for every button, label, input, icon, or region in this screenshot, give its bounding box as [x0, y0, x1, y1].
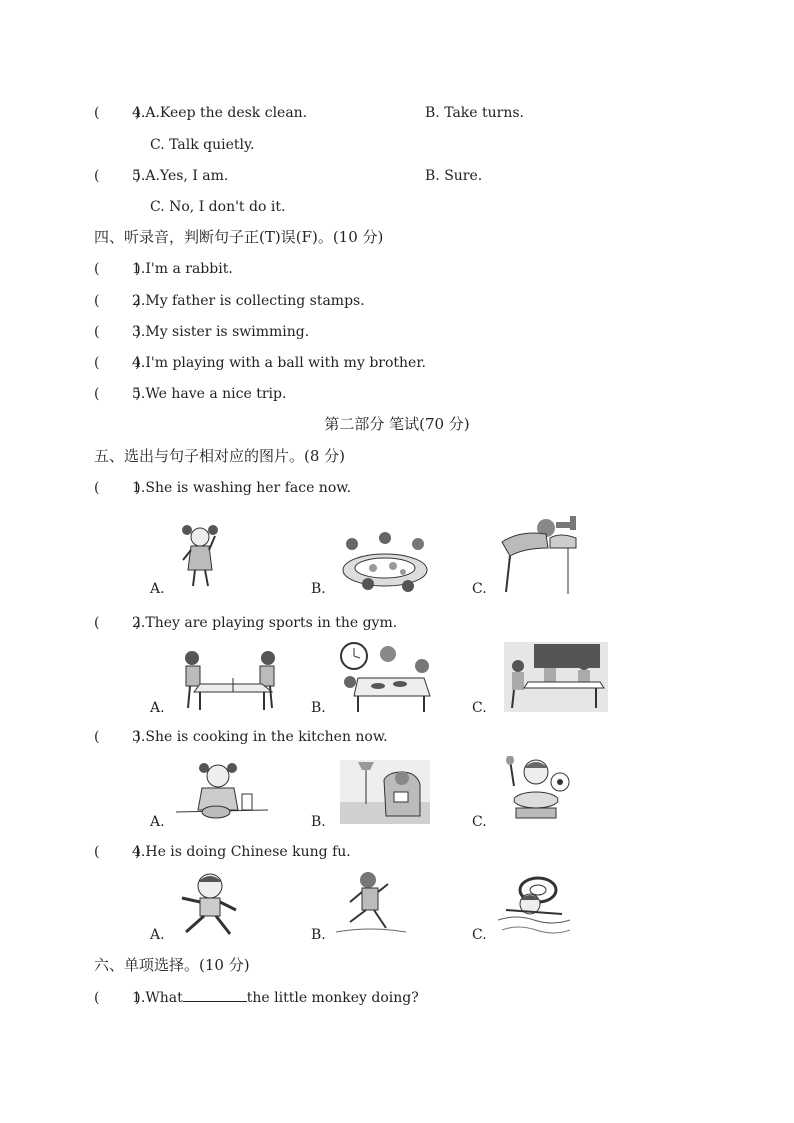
option-c-label: C.: [472, 700, 487, 716]
s5-question-3: [94, 728, 388, 746]
s4-item-text: 2.My father is collecting stamps.: [132, 293, 365, 309]
answer-paren[interactable]: ( ): [94, 615, 141, 631]
q4-option-a: 4.A.Keep the desk clean.: [132, 105, 308, 121]
family-dinner-picture[interactable]: [338, 528, 432, 592]
q5-row: [94, 167, 228, 185]
girl-standing-picture[interactable]: [175, 522, 225, 592]
s4-item-2: [94, 292, 365, 310]
question-text-after: the little monkey doing?: [246, 990, 419, 1006]
question-text: 2.They are playing sports in the gym.: [132, 615, 398, 631]
q5-option-c: C. No, I don't do it.: [150, 199, 286, 215]
boy-cooking-picture[interactable]: [500, 756, 570, 822]
s5-question-1: [94, 479, 351, 497]
answer-paren[interactable]: ( ): [94, 324, 141, 340]
question-text: 3.She is cooking in the kitchen now.: [132, 729, 388, 745]
s4-item-4: [94, 354, 426, 372]
option-c-label: C.: [472, 927, 487, 943]
question-text: 4.He is doing Chinese kung fu.: [132, 844, 351, 860]
question-text: 1.She is washing her face now.: [132, 480, 352, 496]
answer-paren[interactable]: ( ): [94, 168, 141, 184]
answer-paren[interactable]: ( ): [94, 293, 141, 309]
q5-option-a: 5.A.Yes, I am.: [132, 168, 229, 184]
answer-paren[interactable]: ( ): [94, 386, 141, 402]
question-text-before: 1.What: [132, 990, 183, 1006]
fill-in-blank[interactable]: [183, 988, 247, 1002]
option-a-label: A.: [150, 700, 165, 716]
option-a-label: A.: [150, 814, 165, 830]
s4-item-text: 4.I'm playing with a ball with my brother.: [132, 355, 426, 371]
option-b-label: B.: [311, 581, 326, 597]
s4-item-text: 3.My sister is swimming.: [132, 324, 310, 340]
boy-kung-fu-picture[interactable]: [178, 872, 242, 936]
boy-running-picture[interactable]: [336, 870, 406, 936]
s6-question-1: [94, 988, 419, 1007]
ping-pong-picture[interactable]: [176, 648, 284, 710]
answer-paren[interactable]: ( ): [94, 261, 141, 277]
person-washing-face-picture[interactable]: [500, 512, 584, 594]
s4-item-text: 1.I'm a rabbit.: [132, 261, 233, 277]
q4-option-b: B. Take turns.: [425, 105, 524, 121]
option-a-label: A.: [150, 581, 165, 597]
option-c-label: C.: [472, 814, 487, 830]
s5-question-2: [94, 614, 397, 632]
section5-title: 五、选出与句子相对应的图片。(8 分): [94, 447, 346, 465]
s4-item-text: 5.We have a nice trip.: [132, 386, 287, 402]
s4-item-5: [94, 385, 286, 403]
option-a-label: A.: [150, 927, 165, 943]
section6-title: 六、单项选择。(10 分): [94, 956, 250, 974]
option-b-label: B.: [311, 700, 326, 716]
option-b-label: B.: [311, 927, 326, 943]
answer-paren[interactable]: ( ): [94, 729, 141, 745]
q4-row: [94, 104, 307, 122]
s4-item-1: [94, 260, 233, 278]
answer-paren[interactable]: ( ): [94, 355, 141, 371]
option-c-label: C.: [472, 581, 487, 597]
girl-eating-picture[interactable]: [176, 762, 268, 822]
s4-item-3: [94, 323, 309, 341]
answer-paren[interactable]: ( ): [94, 990, 141, 1006]
answer-paren[interactable]: ( ): [94, 105, 141, 121]
boy-swimming-picture[interactable]: [498, 872, 570, 938]
part2-title: 第二部分 笔试(70 分): [324, 415, 470, 433]
woman-reading-picture[interactable]: [340, 760, 430, 824]
classroom-picture[interactable]: [504, 642, 608, 712]
family-meal-clock-picture[interactable]: [338, 640, 432, 712]
s5-question-4: [94, 843, 351, 861]
q5-option-b: B. Sure.: [425, 168, 483, 184]
option-b-label: B.: [311, 814, 326, 830]
answer-paren[interactable]: ( ): [94, 844, 141, 860]
section4-title: 四、听录音，判断句子正(T)误(F)。(10 分): [94, 228, 384, 246]
answer-paren[interactable]: ( ): [94, 480, 141, 496]
q4-option-c: C. Talk quietly.: [150, 137, 255, 153]
